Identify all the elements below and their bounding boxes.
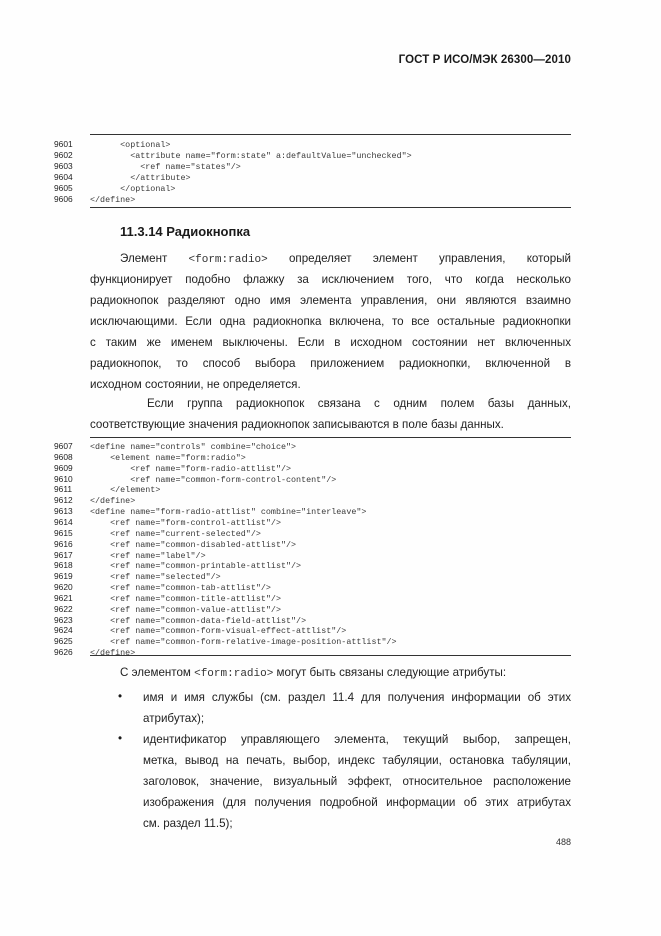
line-number: 9601 [54,139,73,149]
text-line [90,332,571,353]
code-text: <ref name="common-form-relative-image-position-attlist"/> [90,637,397,648]
code-line [54,517,281,527]
code-text: <ref name="common-data-field-attlist"/> [90,615,307,626]
code-line [54,582,271,592]
line-number: 9619 [54,571,73,582]
text-line [90,414,571,435]
text-segment: атрибутах); [143,712,205,725]
text-line [143,687,571,708]
line-number: 9622 [54,603,73,614]
code-line [54,528,261,538]
code-line [54,571,221,581]
code-line [54,506,366,516]
line-number: 9606 [54,194,73,204]
code-text: <optional> [90,140,171,150]
code-line [54,172,191,182]
text-segment: могут быть связаны следующие атрибуты: [273,666,507,679]
line-number: 9610 [54,473,73,484]
code-block-top-rule [90,437,571,438]
text-segment: исключающими. Если одна радиокнопка включена, то все остальные радиокнопки [90,315,571,328]
text-line [143,771,571,792]
code-text: <ref name="common-printable-attlist"/> [90,561,302,572]
code-text: <ref name="form-radio-attlist"/> [90,463,292,474]
line-number: 9623 [54,614,73,625]
code-line [54,441,296,451]
code-text: </element> [90,485,161,496]
code-text: <ref name="common-form-control-content"/> [90,474,337,485]
code-line [54,474,336,484]
line-number: 9609 [54,462,73,473]
code-text: <ref name="common-tab-attlist"/> [90,583,271,594]
text-segment: Если группа радиокнопок связана с одним полем базы данных, [147,397,571,410]
code-line [54,604,281,614]
code-block-top-rule [90,134,571,135]
text-line [143,792,571,813]
code-text: <ref name="common-value-attlist"/> [90,604,281,615]
text-segment: соответствующие значения радиокнопок записываются в поле базы данных. [90,418,504,431]
line-number: 9608 [54,451,73,462]
line-number: 9616 [54,538,73,549]
text-segment: исходном состоянии, не определяется. [90,378,301,391]
code-line [54,183,175,193]
text-segment: метка, вывод на печать, выбор, индекс табуляции, остановка табуляции, [143,754,571,767]
code-text: <ref name="states"/> [90,162,241,172]
text-segment: заголовок, значение, визуальный эффект, относительное расположение [143,775,571,788]
text-segment: имя и имя службы (см. раздел 11.4 для получения информации об этих [143,691,571,704]
code-line [54,593,281,603]
text-line [143,729,571,750]
line-number: 9602 [54,150,73,160]
text-segment: изображения (для получения подробной информации об этих атрибутах [143,796,571,809]
text-line [120,248,571,269]
code-text: <ref name="selected"/> [90,572,221,583]
text-line [90,269,571,290]
code-line [54,463,291,473]
line-number: 9621 [54,592,73,603]
page-number: 488 [556,837,572,847]
text-segment: определяет элемент управления, который [267,252,572,265]
bullet-marker: • [118,690,123,703]
code-text: <ref name="common-form-visual-effect-attlist"/> [90,626,347,637]
line-number: 9624 [54,625,73,636]
element-name: <form:radio> [194,668,274,680]
line-number: 9605 [54,183,73,193]
text-line [143,813,571,834]
code-line [54,139,170,149]
code-block-bottom-rule [90,207,571,208]
line-number: 9614 [54,516,73,527]
code-text: </attribute> [90,173,191,183]
code-text: </optional> [90,184,176,194]
line-number: 9613 [54,506,73,517]
code-text: <define name="controls" combine="choice"> [90,442,297,452]
code-text: <ref name="common-disabled-attlist"/> [90,539,297,550]
code-line [54,539,296,549]
code-text: </define> [90,195,136,205]
text-line [120,662,571,683]
text-segment: идентификатор управляющего элемента, текущий выбор, запрещен, [143,733,571,746]
line-number: 9620 [54,582,73,593]
bullet-marker: • [118,732,123,745]
text-line [90,374,571,395]
code-text: <ref name="label"/> [90,550,206,561]
text-segment: радиокнопок, то способ выбора приложением радиокнопки, включенной в [90,357,571,370]
code-text: <ref name="form-control-attlist"/> [90,517,281,528]
text-line [143,708,571,729]
code-line [54,484,160,494]
text-line [143,750,571,771]
code-line [54,636,397,646]
line-number: 9607 [54,441,73,451]
line-number: 9618 [54,560,73,571]
line-number: 9611 [54,484,73,495]
line-number: 9612 [54,495,73,506]
text-segment: см. раздел 11.5); [143,817,233,830]
code-line [54,452,246,462]
code-text: </define> [90,648,136,659]
code-line [54,625,346,635]
text-segment: с таким же именем выключены. Если в исходном состоянии нет включенных [90,336,571,349]
code-text: <element name="form:radio"> [90,452,246,463]
page-header: ГОСТ Р ИСО/МЭК 26300—2010 [398,54,571,66]
code-line [54,550,206,560]
code-line [54,560,301,570]
text-line [147,393,571,414]
line-number: 9604 [54,172,73,182]
code-text: <ref name="common-title-attlist"/> [90,593,281,604]
text-segment: Элемент [120,252,189,265]
line-number: 9617 [54,549,73,560]
section-title: 11.3.14 Радиокнопка [120,224,251,239]
line-number: 9626 [54,647,73,658]
text-line [90,311,571,332]
line-number: 9625 [54,636,73,647]
line-number: 9603 [54,161,73,171]
line-number: 9615 [54,527,73,538]
code-line [54,161,241,171]
code-line [54,495,135,505]
text-segment: радиокнопок разделяют одно имя элемента управления, они являются взаимно [90,294,571,307]
code-text: <attribute name="form:state" a:defaultValue="unchecked"> [90,151,412,161]
text-segment: С элементом [120,666,195,679]
text-segment: функционирует подобно флажку за исключением того, что когда несколько [90,273,571,286]
code-line [54,150,412,160]
code-line [54,194,135,204]
code-line [54,615,306,625]
code-text: <ref name="current-selected"/> [90,528,261,539]
code-text: </define> [90,496,136,507]
text-line [90,290,571,311]
code-text: <define name="form-radio-attlist" combine="interleave"> [90,507,367,518]
code-block-bottom-rule [90,655,571,656]
element-name: <form:radio> [188,254,268,266]
text-line [90,353,571,374]
